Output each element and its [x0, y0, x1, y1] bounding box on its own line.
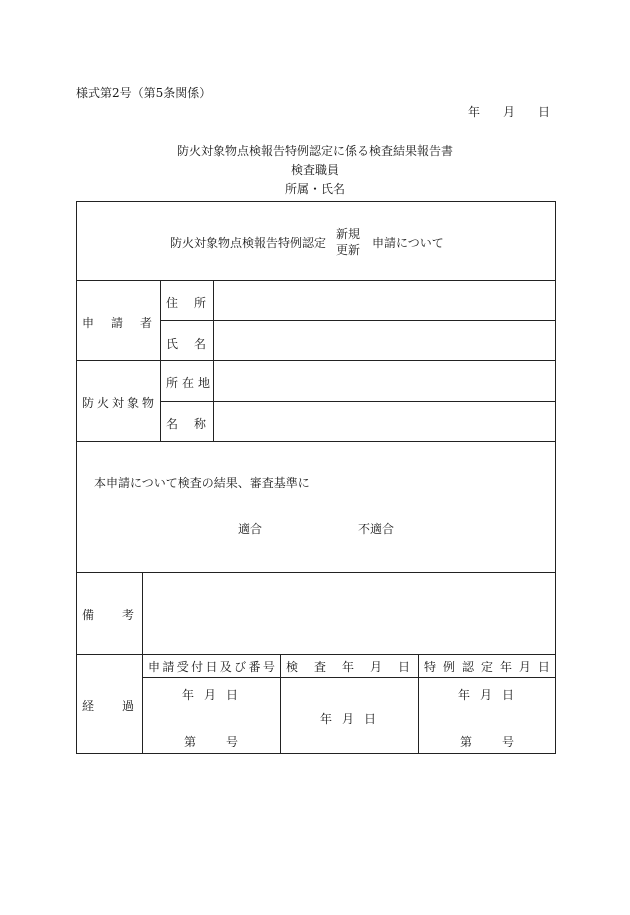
- char: 査: [313, 660, 326, 674]
- char: 号: [262, 660, 275, 674]
- char: 備: [82, 608, 95, 622]
- char: 年: [182, 688, 195, 702]
- month-label: 月: [502, 105, 515, 119]
- char: 申: [82, 316, 95, 330]
- document-title: 防火対象物点検報告特例認定に係る検査結果報告書: [176, 144, 453, 158]
- char: 申: [148, 660, 161, 674]
- address-label: [166, 294, 206, 311]
- location-label: [166, 374, 210, 391]
- form-number: 様式第2号（第5条関係）: [76, 86, 212, 100]
- char: 番: [248, 660, 261, 674]
- char: 防: [82, 396, 95, 410]
- char: 過: [121, 699, 134, 713]
- option-renew: 更新: [336, 243, 361, 257]
- char: 特: [424, 660, 437, 674]
- char: 名: [166, 417, 179, 431]
- col-divider: [418, 654, 419, 754]
- char: 日: [537, 660, 550, 674]
- char: 受: [176, 660, 189, 674]
- char: 第: [184, 735, 197, 749]
- inspection-date: [320, 710, 376, 727]
- char: 所: [193, 296, 206, 310]
- char: 年: [341, 660, 354, 674]
- receipt-date: [182, 686, 238, 703]
- char: 象: [126, 396, 139, 410]
- char: 月: [518, 660, 531, 674]
- progress-label: [82, 697, 134, 714]
- approval-number: [460, 733, 514, 750]
- char: 付: [191, 660, 204, 674]
- char: 認: [461, 660, 474, 674]
- char: 氏: [166, 337, 179, 351]
- row-divider: [142, 677, 556, 678]
- char: 日: [501, 688, 514, 702]
- year-label: 年: [468, 105, 481, 119]
- inspector-label: 検査職員: [290, 163, 339, 177]
- char: 考: [121, 608, 134, 622]
- char: 対: [111, 396, 124, 410]
- result-pass: 適合: [238, 522, 263, 536]
- char: 及: [219, 660, 232, 674]
- char: 請: [110, 316, 123, 330]
- col-divider: [160, 280, 161, 441]
- object-name-label: [166, 415, 206, 432]
- char: 月: [341, 712, 354, 726]
- col-divider: [213, 280, 214, 441]
- day-label: 日: [537, 105, 550, 119]
- fire-object-label: [82, 394, 154, 411]
- row-divider: [76, 441, 556, 442]
- col-divider: [280, 654, 281, 754]
- application-type: [336, 226, 360, 258]
- affiliation-label: 所属・氏名: [284, 182, 345, 196]
- report-date: [468, 103, 550, 120]
- char: 日: [225, 688, 238, 702]
- remarks-label: [82, 606, 134, 623]
- row-divider: [160, 320, 556, 321]
- row-divider: [76, 360, 556, 361]
- col-divider: [142, 572, 143, 754]
- char: 経: [82, 699, 95, 713]
- char: 日: [205, 660, 218, 674]
- char: 在: [181, 376, 194, 390]
- char: 月: [369, 660, 382, 674]
- char: 定: [480, 660, 493, 674]
- char: 地: [197, 376, 210, 390]
- receipt-number: [184, 733, 238, 750]
- char: 所: [166, 376, 179, 390]
- option-new: 新規: [336, 227, 361, 241]
- result-text: 本申請について検査の結果、審査基準に: [94, 476, 310, 490]
- inspection-date-header: [286, 658, 410, 675]
- application-receipt-header: [148, 658, 275, 675]
- char: 火: [96, 396, 109, 410]
- char: 者: [139, 316, 152, 330]
- char: 年: [458, 688, 471, 702]
- row-divider: [76, 654, 556, 655]
- char: 第: [460, 735, 473, 749]
- char: 検: [286, 660, 299, 674]
- char: 称: [193, 417, 206, 431]
- char: 日: [363, 712, 376, 726]
- char: 号: [225, 735, 238, 749]
- row-divider: [160, 401, 556, 402]
- special-approval-date-header: [424, 658, 550, 675]
- name-label: [166, 335, 206, 352]
- char: 日: [397, 660, 410, 674]
- subject-suffix: 申請について: [372, 236, 444, 250]
- char: 名: [193, 337, 206, 351]
- result-fail: 不適合: [358, 522, 395, 536]
- char: 年: [320, 712, 333, 726]
- approval-date: [458, 686, 514, 703]
- row-divider: [76, 572, 556, 573]
- char: 例: [442, 660, 455, 674]
- char: び: [234, 660, 247, 674]
- subject-prefix: 防火対象物点検報告特例認定: [170, 236, 327, 250]
- char: 年: [499, 660, 512, 674]
- char: 物: [141, 396, 154, 410]
- char: 住: [166, 296, 179, 310]
- applicant-label: [82, 314, 152, 331]
- char: 月: [479, 688, 492, 702]
- row-divider: [76, 280, 556, 281]
- char: 請: [162, 660, 175, 674]
- char: 号: [501, 735, 514, 749]
- char: 月: [203, 688, 216, 702]
